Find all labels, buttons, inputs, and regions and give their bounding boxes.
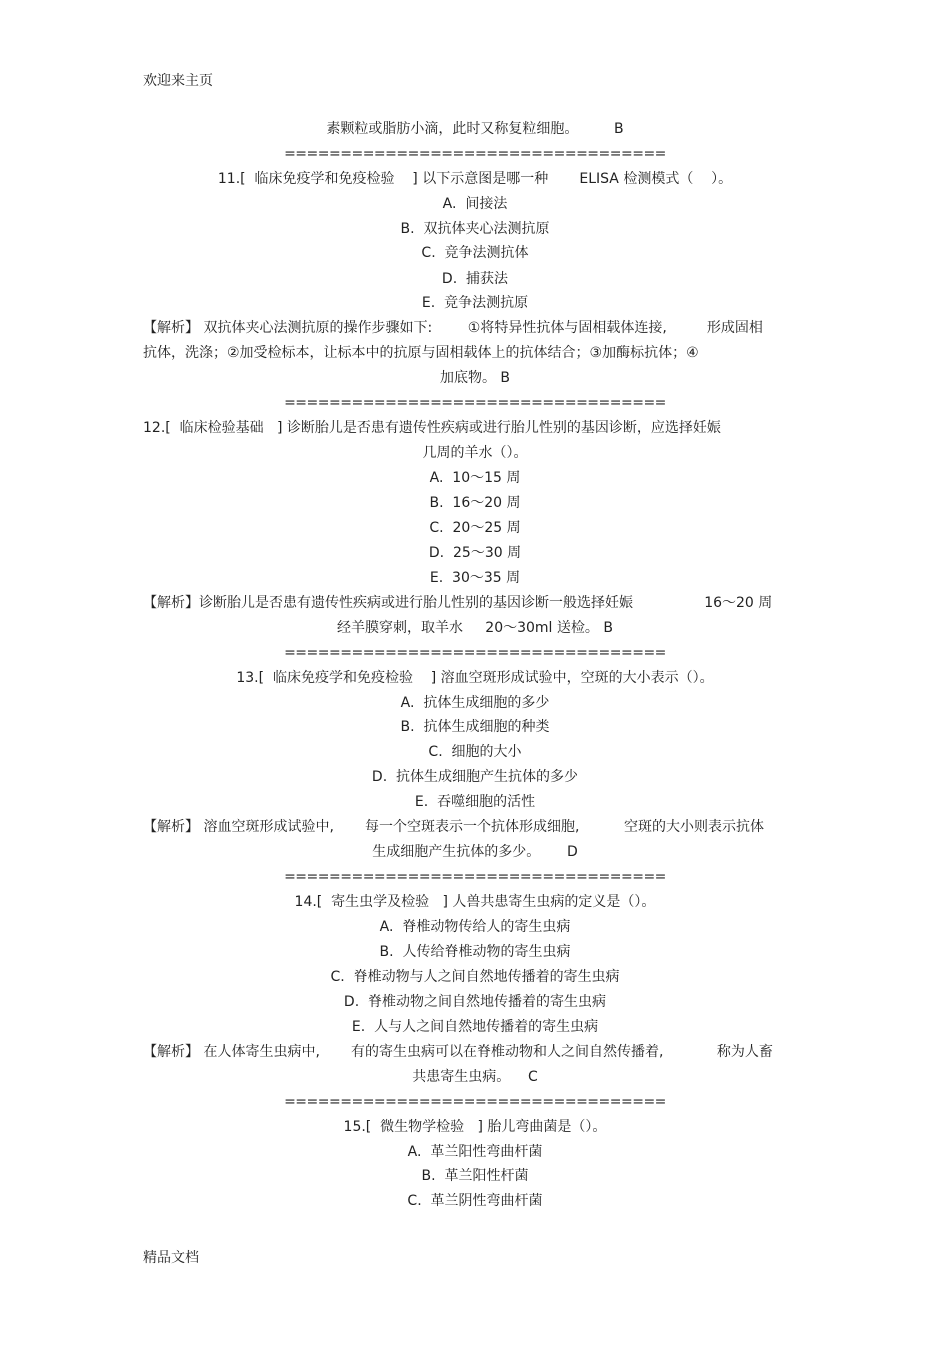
- text-line: 15.[ 微生物学检验 ] 胎儿弯曲菌是（）。: [343, 1119, 607, 1135]
- separator-line: ==================================: [284, 395, 666, 411]
- text-line: E. 30～35 周: [429, 570, 521, 586]
- text-line: D. 脊椎动物之间自然地传播着的寄生虫病: [343, 994, 607, 1010]
- text-line: 共患寄生虫病。 C: [412, 1069, 538, 1085]
- text-line: C. 20～25 周: [429, 520, 521, 536]
- text-line: 生成细胞产生抗体的多少。 D: [372, 844, 578, 860]
- text-line: A. 革兰阳性弯曲杆菌: [407, 1144, 543, 1160]
- separator-line: ==================================: [284, 146, 666, 162]
- text-line: 【解析】 双抗体夹心法测抗原的操作步骤如下: ①将特异性抗体与固相载体连接, 形成固相: [143, 320, 763, 336]
- text-line: A. 抗体生成细胞的多少: [400, 695, 550, 711]
- text-line: B. 革兰阳性杆菌: [421, 1168, 529, 1184]
- text-line: E. 竞争法测抗原: [421, 295, 529, 311]
- text-line: 加底物。 B: [439, 370, 511, 386]
- text-line: 几周的羊水（）。: [422, 445, 528, 461]
- text-line: 经羊膜穿刺，取羊水 20～30ml 送检。 B: [337, 620, 613, 636]
- text-line: D. 25～30 周: [428, 545, 522, 561]
- text-line: B. 人传给脊椎动物的寄生虫病: [379, 944, 571, 960]
- text-line: 【解析】 在人体寄生虫病中, 有的寄生虫病可以在脊椎动物和人之间自然传播着, 称为人畜: [143, 1044, 773, 1060]
- text-line: 12.[ 临床检验基础 ] 诊断胎儿是否患有遗传性疾病或进行胎儿性别的基因诊断，应选择妊娠: [143, 420, 721, 436]
- text-line: D. 抗体生成细胞产生抗体的多少: [371, 769, 579, 785]
- text-line: D. 捕获法: [441, 271, 509, 287]
- separator-line: ==================================: [284, 1094, 666, 1110]
- text-line: 素颗粒或脂肪小滴，此时又称复粒细胞。 B: [326, 121, 624, 137]
- text-line: A. 间接法: [442, 196, 508, 212]
- text-line: C. 竞争法测抗体: [421, 245, 529, 261]
- text-line: C. 革兰阴性弯曲杆菌: [407, 1193, 543, 1209]
- text-line: 【解析】诊断胎儿是否患有遗传性疾病或进行胎儿性别的基因诊断一般选择妊娠 16～20 周: [143, 595, 773, 611]
- text-line: B. 16～20 周: [429, 495, 521, 511]
- separator-line: ==================================: [284, 869, 666, 885]
- text-line: E. 人与人之间自然地传播着的寄生虫病: [351, 1019, 599, 1035]
- text-line: 【解析】 溶血空斑形成试验中, 每一个空斑表示一个抗体形成细胞, 空斑的大小则表示抗体: [143, 819, 765, 835]
- text-line: C. 细胞的大小: [428, 744, 522, 760]
- text-line: C. 脊椎动物与人之间自然地传播着的寄生虫病: [330, 969, 620, 985]
- text-line: B. 双抗体夹心法测抗原: [400, 221, 550, 237]
- text-line: A. 10～15 周: [429, 470, 521, 486]
- text-line: B. 抗体生成细胞的种类: [400, 719, 550, 735]
- page-header: 欢迎来主页: [143, 73, 213, 89]
- text-line: 11.[ 临床免疫学和免疫检验 ] 以下示意图是哪一种 ELISA 检测模式（ ）。: [217, 171, 733, 187]
- text-line: 14.[ 寄生虫学及检验 ] 人兽共患寄生虫病的定义是（）。: [294, 894, 656, 910]
- page-footer: 精品文档: [143, 1250, 199, 1266]
- text-line: E. 吞噬细胞的活性: [414, 794, 536, 810]
- text-line: A. 脊椎动物传给人的寄生虫病: [379, 919, 571, 935]
- separator-line: ==================================: [284, 645, 666, 661]
- text-line: 13.[ 临床免疫学和免疫检验 ] 溶血空斑形成试验中，空斑的大小表示（）。: [236, 670, 714, 686]
- text-line: 抗体，洗涤；②加受检标本，让标本中的抗原与固相载体上的抗体结合；③加酶标抗体；④: [143, 345, 699, 361]
